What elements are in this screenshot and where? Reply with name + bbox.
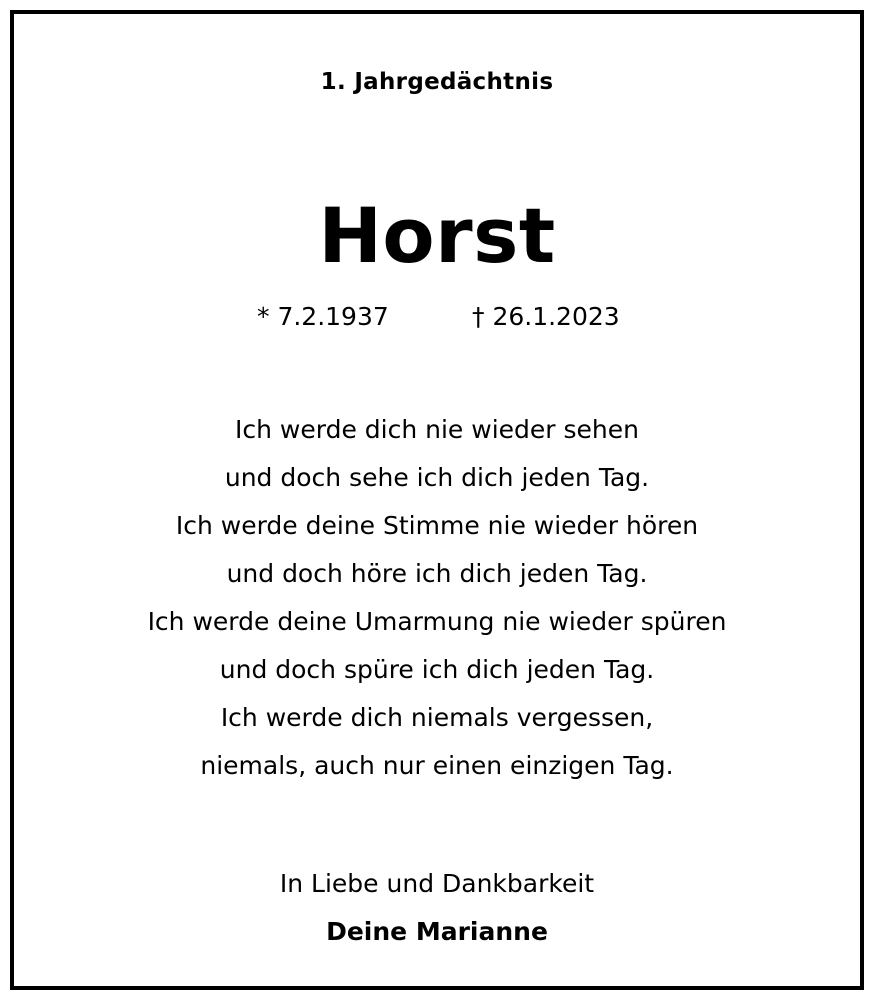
life-dates — [14, 302, 860, 336]
poem-line: niemals, auch nur einen einzigen Tag. — [200, 751, 674, 780]
death-date: † 26.1.2023 — [472, 302, 620, 331]
poem-line: Ich werde deine Stimme nie wieder hören — [175, 511, 699, 540]
birth-date: * 7.2.1937 — [257, 302, 389, 331]
poem-line: Ich werde deine Umarmung nie wieder spüren — [147, 607, 727, 636]
deceased-name: Horst — [318, 191, 556, 280]
closing-line: In Liebe und Dankbarkeit — [279, 869, 595, 898]
poem-line: Ich werde dich nie wieder sehen — [235, 415, 639, 444]
poem-line: und doch höre ich dich jeden Tag. — [226, 559, 648, 588]
signature: Deine Marianne — [326, 917, 548, 946]
poem-line: und doch sehe ich dich jeden Tag. — [224, 463, 650, 492]
occasion-heading: 1. Jahrgedächtnis — [320, 69, 554, 95]
poem-line: und doch spüre ich dich jeden Tag. — [219, 655, 655, 684]
memorial-notice — [10, 10, 864, 990]
poem-line: Ich werde dich niemals vergessen, — [220, 703, 654, 732]
